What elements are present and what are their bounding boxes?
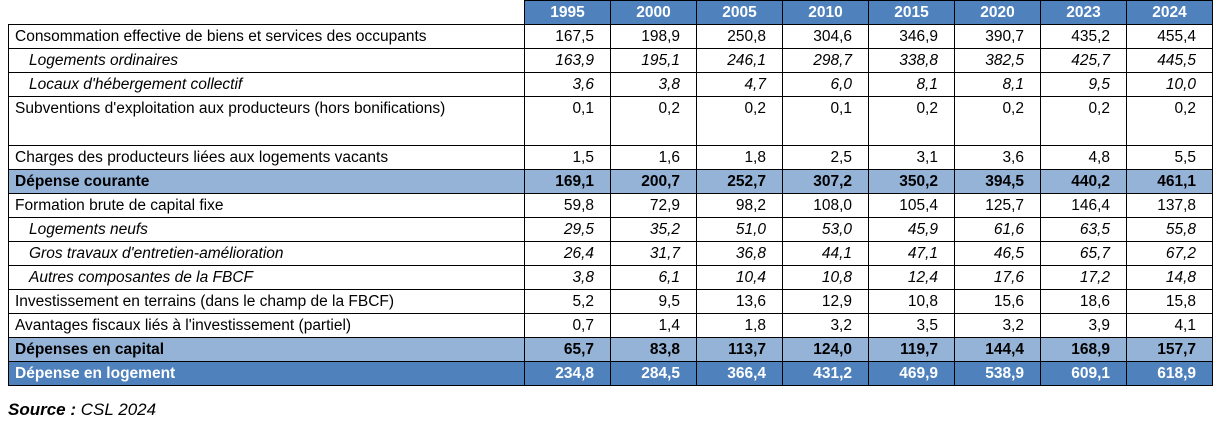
value-cell: 46,5	[955, 242, 1041, 266]
year-header: 2024	[1127, 1, 1213, 25]
housing-expenditure-table	[8, 0, 1213, 386]
value-cell: 4,1	[1127, 314, 1213, 338]
value-cell: 338,8	[869, 49, 955, 73]
value-cell: 195,1	[611, 49, 697, 73]
value-cell: 12,9	[783, 290, 869, 314]
value-cell: 3,6	[955, 146, 1041, 170]
value-cell: 5,2	[525, 290, 611, 314]
table-row	[9, 290, 1213, 314]
value-cell: 4,8	[1041, 146, 1127, 170]
value-cell: 17,2	[1041, 266, 1127, 290]
value-cell: 61,6	[955, 218, 1041, 242]
value-cell: 55,8	[1127, 218, 1213, 242]
value-cell: 200,7	[611, 170, 697, 194]
table-row	[9, 73, 1213, 97]
value-cell: 298,7	[783, 49, 869, 73]
table-row	[9, 194, 1213, 218]
value-cell: 144,4	[955, 338, 1041, 362]
row-label: Logements ordinaires	[9, 49, 525, 73]
value-cell: 0,2	[869, 97, 955, 146]
value-cell: 12,4	[869, 266, 955, 290]
value-cell: 0,2	[955, 97, 1041, 146]
value-cell: 168,9	[1041, 338, 1127, 362]
source-value: CSL 2024	[80, 400, 157, 419]
value-cell: 0,2	[611, 97, 697, 146]
value-cell: 65,7	[525, 338, 611, 362]
value-cell: 98,2	[697, 194, 783, 218]
value-cell: 65,7	[1041, 242, 1127, 266]
value-cell: 0,2	[697, 97, 783, 146]
value-cell: 538,9	[955, 362, 1041, 386]
value-cell: 394,5	[955, 170, 1041, 194]
value-cell: 307,2	[783, 170, 869, 194]
value-cell: 105,4	[869, 194, 955, 218]
value-cell: 169,1	[525, 170, 611, 194]
value-cell: 9,5	[611, 290, 697, 314]
year-header: 2015	[869, 1, 955, 25]
year-header: 2023	[1041, 1, 1127, 25]
year-header: 2010	[783, 1, 869, 25]
value-cell: 63,5	[1041, 218, 1127, 242]
value-cell: 1,8	[697, 146, 783, 170]
value-cell: 17,6	[955, 266, 1041, 290]
value-cell: 163,9	[525, 49, 611, 73]
value-cell: 3,9	[1041, 314, 1127, 338]
value-cell: 26,4	[525, 242, 611, 266]
value-cell: 0,1	[783, 97, 869, 146]
value-cell: 15,8	[1127, 290, 1213, 314]
table-row	[9, 49, 1213, 73]
value-cell: 119,7	[869, 338, 955, 362]
row-label: Charges des producteurs liées aux logements vacants	[9, 146, 525, 170]
value-cell: 3,1	[869, 146, 955, 170]
row-label: Avantages fiscaux liés à l'investissement (partiel)	[9, 314, 525, 338]
subtotal-row	[9, 170, 1213, 194]
source-key: Source :	[8, 400, 77, 419]
value-cell: 72,9	[611, 194, 697, 218]
value-cell: 10,8	[783, 266, 869, 290]
value-cell: 29,5	[525, 218, 611, 242]
value-cell: 1,6	[611, 146, 697, 170]
value-cell: 51,0	[697, 218, 783, 242]
value-cell: 618,9	[1127, 362, 1213, 386]
year-header: 1995	[525, 1, 611, 25]
value-cell: 246,1	[697, 49, 783, 73]
value-cell: 124,0	[783, 338, 869, 362]
value-cell: 47,1	[869, 242, 955, 266]
year-header: 2020	[955, 1, 1041, 25]
value-cell: 4,7	[697, 73, 783, 97]
value-cell: 435,2	[1041, 25, 1127, 49]
value-cell: 0,1	[525, 97, 611, 146]
value-cell: 3,2	[955, 314, 1041, 338]
value-cell: 1,8	[697, 314, 783, 338]
value-cell: 44,1	[783, 242, 869, 266]
value-cell: 252,7	[697, 170, 783, 194]
value-cell: 366,4	[697, 362, 783, 386]
value-cell: 445,5	[1127, 49, 1213, 73]
table-row	[9, 97, 1213, 146]
value-cell: 234,8	[525, 362, 611, 386]
value-cell: 0,2	[1041, 97, 1127, 146]
value-cell: 284,5	[611, 362, 697, 386]
value-cell: 15,6	[955, 290, 1041, 314]
value-cell: 3,8	[525, 266, 611, 290]
value-cell: 382,5	[955, 49, 1041, 73]
value-cell: 10,8	[869, 290, 955, 314]
value-cell: 36,8	[697, 242, 783, 266]
value-cell: 113,7	[697, 338, 783, 362]
value-cell: 0,2	[1127, 97, 1213, 146]
value-cell: 350,2	[869, 170, 955, 194]
value-cell: 431,2	[783, 362, 869, 386]
value-cell: 10,0	[1127, 73, 1213, 97]
value-cell: 390,7	[955, 25, 1041, 49]
value-cell: 304,6	[783, 25, 869, 49]
value-cell: 3,8	[611, 73, 697, 97]
value-cell: 125,7	[955, 194, 1041, 218]
row-label: Autres composantes de la FBCF	[9, 266, 525, 290]
value-cell: 14,8	[1127, 266, 1213, 290]
value-cell: 0,7	[525, 314, 611, 338]
value-cell: 8,1	[869, 73, 955, 97]
year-header: 2000	[611, 1, 697, 25]
source-note	[8, 400, 156, 420]
value-cell: 35,2	[611, 218, 697, 242]
value-cell: 2,5	[783, 146, 869, 170]
value-cell: 5,5	[1127, 146, 1213, 170]
value-cell: 83,8	[611, 338, 697, 362]
table-row	[9, 146, 1213, 170]
value-cell: 1,4	[611, 314, 697, 338]
value-cell: 8,1	[955, 73, 1041, 97]
housing-expenditure-table-container	[8, 0, 1213, 386]
value-cell: 137,8	[1127, 194, 1213, 218]
value-cell: 157,7	[1127, 338, 1213, 362]
value-cell: 59,8	[525, 194, 611, 218]
row-label: Locaux d'hébergement collectif	[9, 73, 525, 97]
value-cell: 10,4	[697, 266, 783, 290]
value-cell: 9,5	[1041, 73, 1127, 97]
header-row	[9, 1, 1213, 25]
total-row	[9, 362, 1213, 386]
value-cell: 67,2	[1127, 242, 1213, 266]
value-cell: 1,5	[525, 146, 611, 170]
value-cell: 6,1	[611, 266, 697, 290]
value-cell: 425,7	[1041, 49, 1127, 73]
value-cell: 3,2	[783, 314, 869, 338]
row-label: Formation brute de capital fixe	[9, 194, 525, 218]
value-cell: 6,0	[783, 73, 869, 97]
value-cell: 3,6	[525, 73, 611, 97]
value-cell: 53,0	[783, 218, 869, 242]
value-cell: 146,4	[1041, 194, 1127, 218]
row-label: Subventions d'exploitation aux producteurs (hors bonifications)	[9, 97, 525, 146]
header-blank-cell	[9, 1, 525, 25]
value-cell: 469,9	[869, 362, 955, 386]
table-row	[9, 242, 1213, 266]
value-cell: 18,6	[1041, 290, 1127, 314]
row-label: Dépense courante	[9, 170, 525, 194]
value-cell: 346,9	[869, 25, 955, 49]
value-cell: 250,8	[697, 25, 783, 49]
row-label: Gros travaux d'entretien-amélioration	[9, 242, 525, 266]
row-label: Dépense en logement	[9, 362, 525, 386]
value-cell: 455,4	[1127, 25, 1213, 49]
row-label: Logements neufs	[9, 218, 525, 242]
row-label: Consommation effective de biens et services des occupants	[9, 25, 525, 49]
value-cell: 609,1	[1041, 362, 1127, 386]
value-cell: 440,2	[1041, 170, 1127, 194]
value-cell: 13,6	[697, 290, 783, 314]
value-cell: 45,9	[869, 218, 955, 242]
table-row	[9, 25, 1213, 49]
value-cell: 3,5	[869, 314, 955, 338]
table-row	[9, 266, 1213, 290]
table-row	[9, 314, 1213, 338]
value-cell: 461,1	[1127, 170, 1213, 194]
row-label: Investissement en terrains (dans le champ de la FBCF)	[9, 290, 525, 314]
value-cell: 108,0	[783, 194, 869, 218]
value-cell: 167,5	[525, 25, 611, 49]
value-cell: 31,7	[611, 242, 697, 266]
year-header: 2005	[697, 1, 783, 25]
row-label: Dépenses en capital	[9, 338, 525, 362]
value-cell: 198,9	[611, 25, 697, 49]
subtotal-row	[9, 338, 1213, 362]
table-row	[9, 218, 1213, 242]
